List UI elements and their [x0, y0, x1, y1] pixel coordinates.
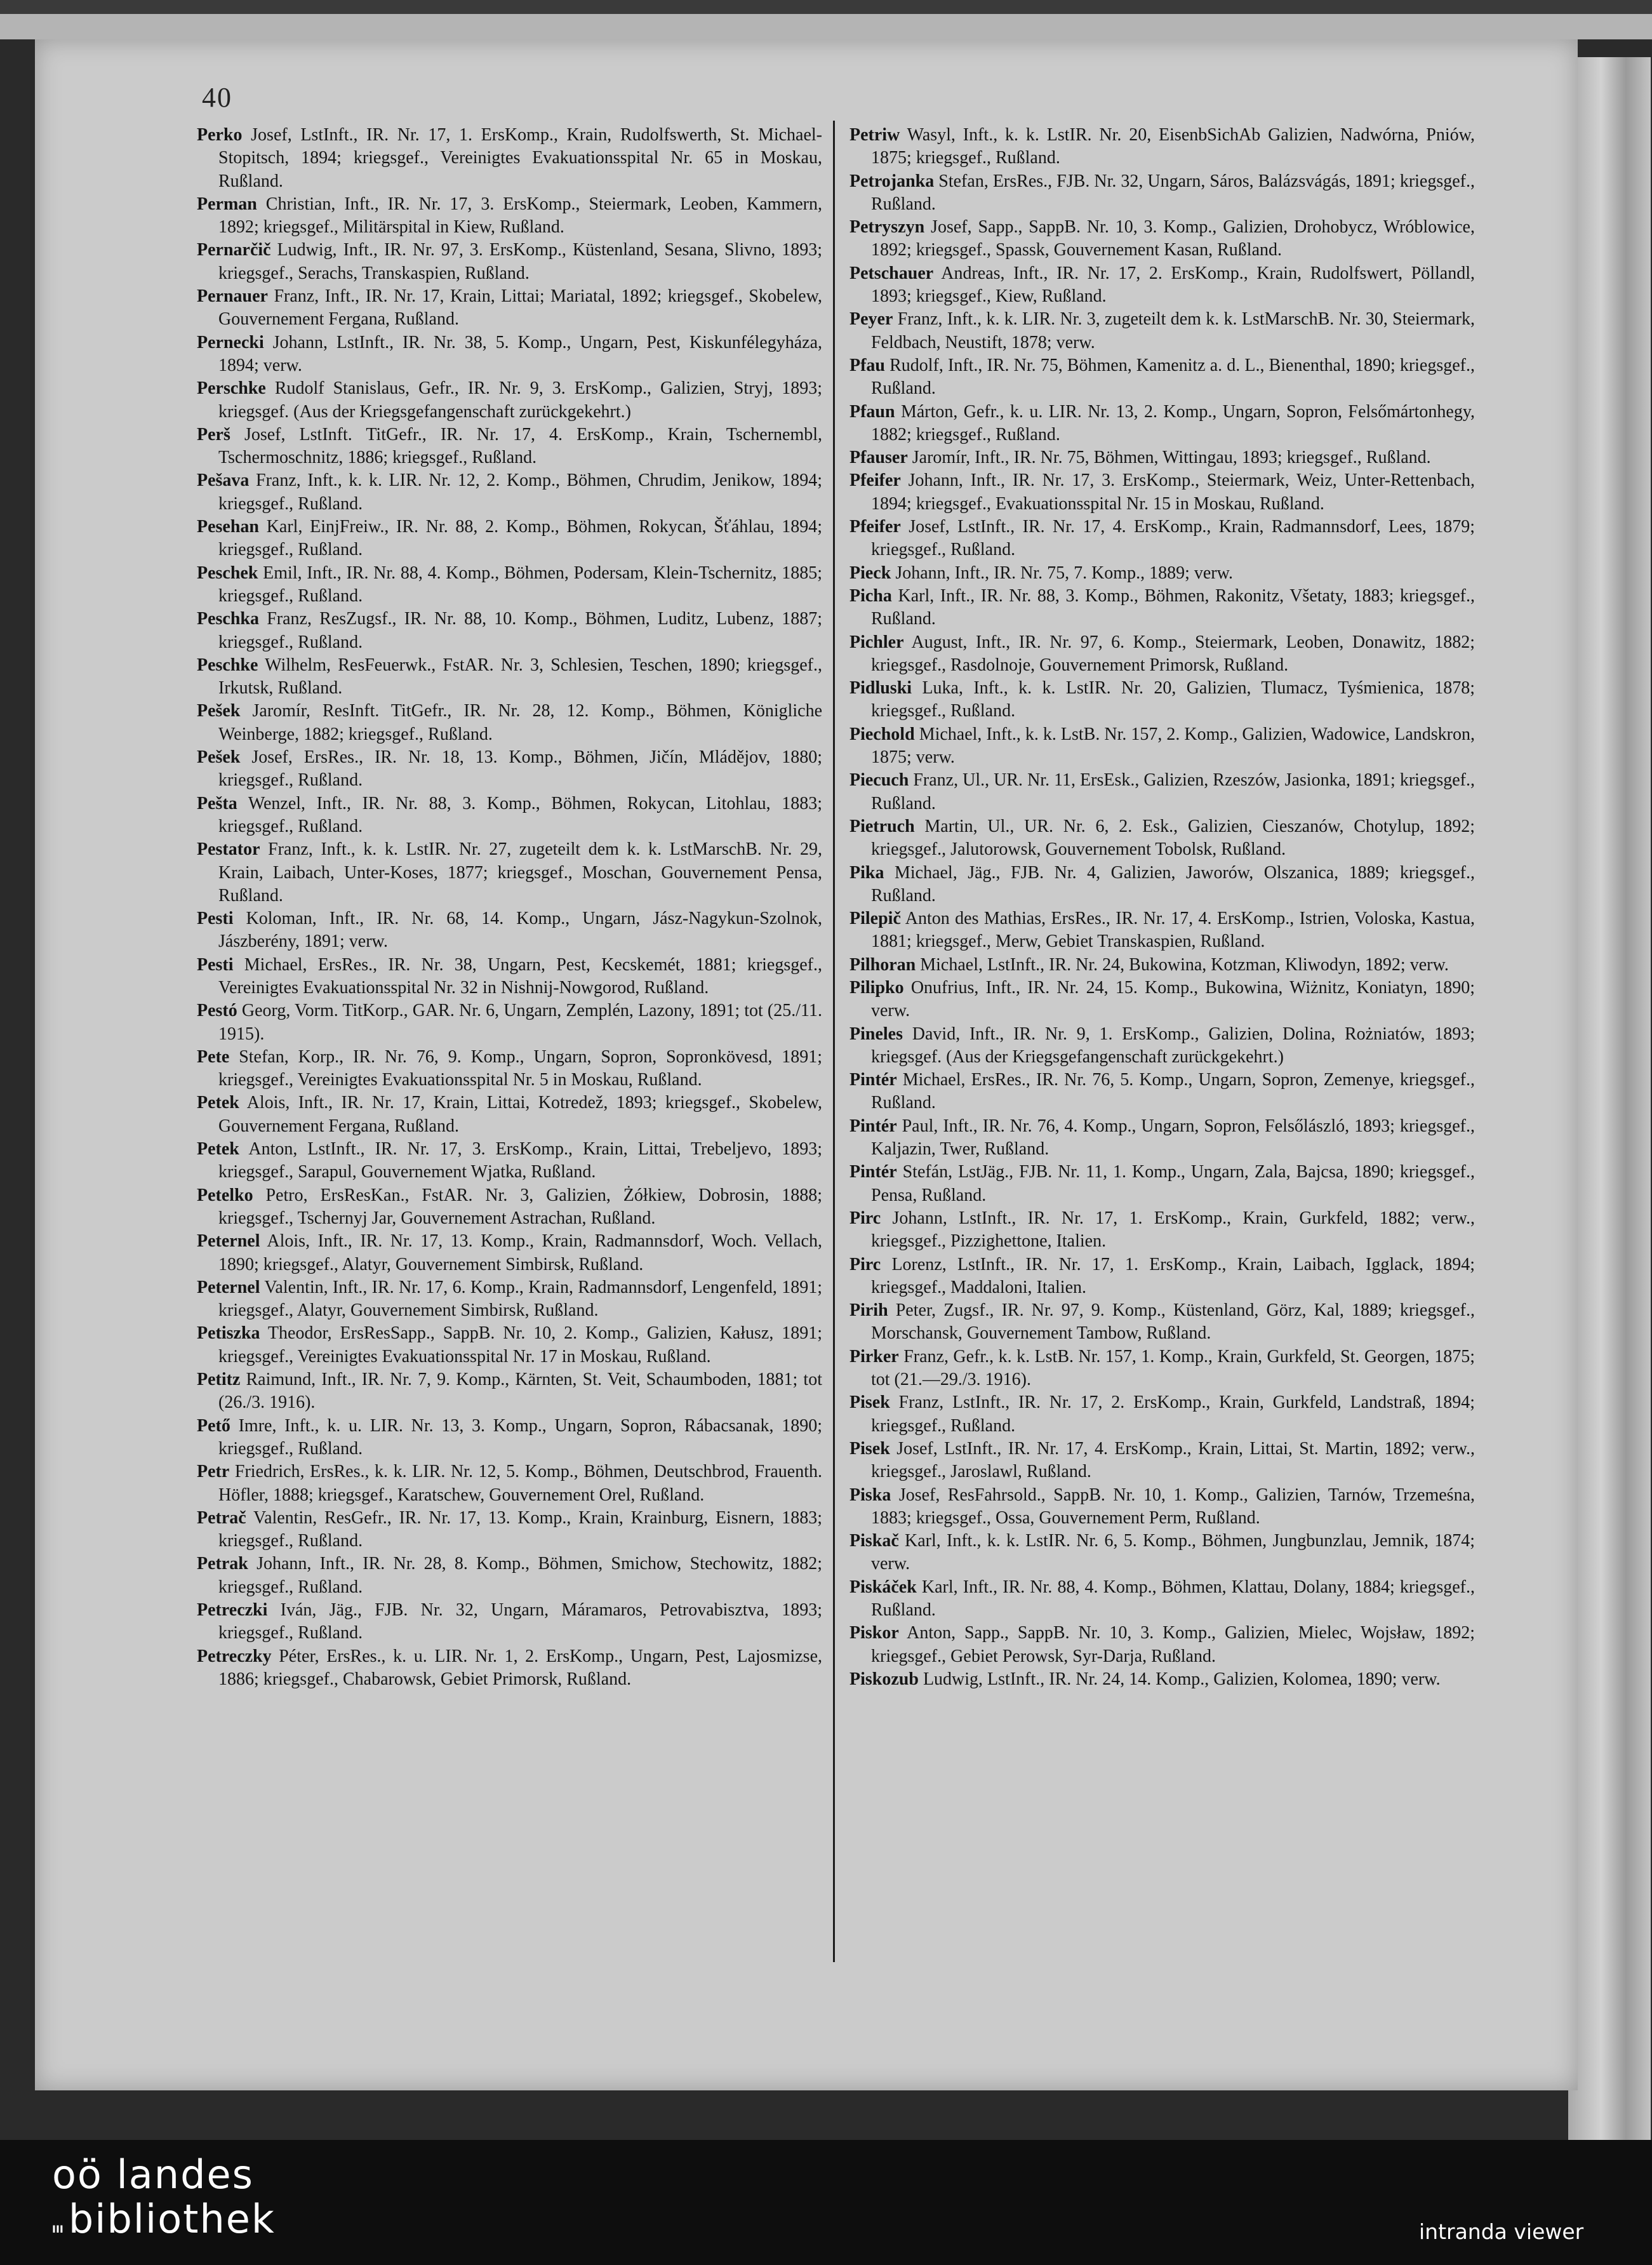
- entry-surname: Piskor: [849, 1623, 899, 1643]
- entry-details: Onufrius, Inft., IR. Nr. 24, 15. Komp., Bukowina, Wiżnitz, Koniatyn, 1890; verw.: [871, 977, 1475, 1021]
- register-entry: [197, 954, 822, 1000]
- entry-surname: Pfeifer: [849, 517, 901, 537]
- entry-details: Franz, ResZugsf., IR. Nr. 88, 10. Komp., Böhmen, Luditz, Lubenz, 1887; kriegsgef., Rußland.: [218, 609, 822, 652]
- register-entry: [849, 354, 1475, 401]
- entry-surname: Pieck: [849, 563, 891, 583]
- entry-surname: Petr: [197, 1462, 230, 1482]
- entry-surname: Peternel: [197, 1277, 260, 1297]
- register-entry: [197, 516, 822, 562]
- register-entry: [197, 907, 822, 954]
- entry-surname: Perschke: [197, 378, 266, 399]
- register-entry: [849, 1391, 1475, 1438]
- register-entry: [849, 562, 1475, 585]
- entry-surname: Pisek: [849, 1393, 890, 1413]
- entry-surname: Piska: [849, 1485, 891, 1505]
- register-entry: [849, 1576, 1475, 1622]
- register-entry: [849, 631, 1475, 678]
- register-entry: [197, 1092, 822, 1138]
- register-entry: [197, 1276, 822, 1323]
- page-edge-strip: [1568, 57, 1651, 2140]
- entry-surname: Pichler: [849, 632, 904, 652]
- entry-details: Martin, Ul., UR. Nr. 6, 2. Esk., Galizien, Cieszanów, Chotylup, 1892; kriegsgef., Jalutorowsk, Gouvernement Tobolsk, Rußland.: [871, 816, 1475, 860]
- register-entry: [849, 1668, 1475, 1691]
- entry-surname: Petiszka: [197, 1323, 260, 1344]
- entry-surname: Pintér: [849, 1070, 897, 1090]
- register-entry: [197, 1184, 822, 1231]
- entry-surname: Piecuch: [849, 770, 909, 791]
- register-entry: [197, 469, 822, 516]
- logo-text: bibliothek: [68, 2196, 276, 2242]
- entry-details: Ludwig, LstInft., IR. Nr. 24, 14. Komp., Galizien, Kolomea, 1890; verw.: [923, 1669, 1441, 1689]
- entry-details: Wilhelm, ResFeuerwk., FstAR. Nr. 3, Schlesien, Teschen, 1890; kriegsgef., Irkutsk, Rußland.: [218, 655, 822, 698]
- register-entry: [849, 954, 1475, 977]
- register-entry: [849, 677, 1475, 723]
- stacked-page-edge-top: [0, 0, 1652, 14]
- entry-details: Karl, Inft., k. k. LstIR. Nr. 6, 5. Komp., Böhmen, Jungbunzlau, Jemnik, 1874; verw.: [871, 1531, 1475, 1574]
- register-entry: [849, 1530, 1475, 1576]
- entry-details: Michael, Jäg., FJB. Nr. 4, Galizien, Jaworów, Olszanica, 1889; kriegsgef., Rußland.: [871, 862, 1475, 905]
- entry-surname: Pesti: [197, 909, 234, 929]
- entry-surname: Pernecki: [197, 332, 264, 352]
- entry-details: Josef, ResFahrsold., SappB. Nr. 10, 1. Komp., Galizien, Tarnów, Trzemeśna, 1883; kriegsgef., Ossa, Gouvernement Perm, Rußland.: [871, 1485, 1475, 1528]
- register-entry: [849, 1622, 1475, 1668]
- register-entry: [849, 1115, 1475, 1161]
- entry-surname: Petek: [197, 1093, 239, 1113]
- entry-details: Raimund, Inft., IR. Nr. 7, 9. Komp., Kärnten, St. Veit, Schaumboden, 1881; tot (26./3. 1916).: [218, 1370, 822, 1413]
- entry-surname: Peschek: [197, 563, 258, 583]
- entry-details: Wasyl, Inft., k. k. LstIR. Nr. 20, EisenbSichAb Galizien, Nadwórna, Pniów, 1875; kriegsgef., Rußland.: [871, 125, 1475, 168]
- register-entry: [849, 1438, 1475, 1484]
- entry-details: Alois, Inft., IR. Nr. 17, Krain, Littai, Kotredež, 1893; kriegsgef., Skobelew, Gouvernement Fergana, Rußland.: [218, 1093, 822, 1136]
- register-entry: [197, 1046, 822, 1092]
- entry-surname: Pintér: [849, 1116, 897, 1136]
- entry-details: Wenzel, Inft., IR. Nr. 88, 3. Komp., Böhmen, Rokycan, Litohlau, 1883; kriegsgef., Rußland.: [218, 793, 822, 836]
- entry-surname: Pešta: [197, 793, 237, 813]
- entry-surname: Pešek: [197, 747, 241, 768]
- register-entry: [197, 608, 822, 654]
- entry-details: Franz, Gefr., k. k. LstB. Nr. 157, 1. Komp., Krain, Gurkfeld, St. Georgen, 1875; tot (21.—29./3. 1916).: [871, 1346, 1475, 1390]
- entry-surname: Pirker: [849, 1346, 899, 1366]
- entry-details: Georg, Vorm. TitKorp., GAR. Nr. 6, Ungarn, Zemplén, Lazony, 1891; tot (25./11. 1915).: [218, 1001, 822, 1044]
- register-entry: [849, 516, 1475, 562]
- register-entry: [849, 769, 1475, 815]
- register-entry: [197, 1599, 822, 1645]
- entry-details: Karl, Inft., IR. Nr. 88, 3. Komp., Böhmen, Rakonitz, Všetaty, 1883; kriegsgef., Rußland.: [871, 585, 1475, 629]
- register-entry: [849, 216, 1475, 262]
- entry-details: Franz, Inft., IR. Nr. 17, Krain, Littai; Mariatal, 1892; kriegsgef., Skobelew, Gouvernement Fergana, Rußland.: [218, 286, 822, 330]
- register-entry: [849, 262, 1475, 309]
- entry-surname: Petryszyn: [849, 217, 925, 237]
- entry-details: Anton, LstInft., IR. Nr. 17, 3. ErsKomp., Krain, Littai, Trebeljevo, 1893; kriegsgef., Sarapul, Gouvernement Wjatka, Rußland.: [218, 1139, 822, 1182]
- entry-surname: Petschauer: [849, 263, 934, 283]
- entry-surname: Pfaun: [849, 401, 895, 422]
- register-entry: [849, 469, 1475, 516]
- entry-details: Stefán, LstJäg., FJB. Nr. 11, 1. Komp., Ungarn, Zala, Bajcsa, 1890; kriegsgef., Pensa, Rußland.: [871, 1162, 1475, 1205]
- register-entry: [197, 1507, 822, 1553]
- entry-surname: Pestó: [197, 1001, 237, 1021]
- register-entry: [849, 815, 1475, 862]
- register-entry: [849, 446, 1475, 469]
- entry-details: Koloman, Inft., IR. Nr. 68, 14. Komp., Ungarn, Jász-Nagykun-Szolnok, Jászberény, 1891; verw.: [218, 909, 822, 952]
- entry-details: Jaromír, ResInft. TitGefr., IR. Nr. 28, 12. Komp., Böhmen, Königliche Weinberge, 1882; kriegsgef., Rußland.: [218, 701, 823, 744]
- entry-details: Karl, Inft., IR. Nr. 88, 4. Komp., Böhmen, Klattau, Dolany, 1884; kriegsgef., Rußland.: [871, 1577, 1475, 1620]
- entry-details: Franz, Inft., k. k. LstIR. Nr. 27, zugeteilt dem k. k. LstMarschB. Nr. 29, Krain, Laibach, Unter-Koses, 1877; kriegsgef., Moschan, Gouvernement Pensa, Rußland.: [218, 839, 823, 905]
- entry-details: Johann, Inft., IR. Nr. 28, 8. Komp., Böhmen, Smichow, Stechowitz, 1882; kriegsgef., Rußland.: [218, 1554, 822, 1597]
- entry-details: Johann, Inft., IR. Nr. 17, 3. ErsKomp., Steiermark, Weiz, Unter-Rettenbach, 1894; kriegsgef., Evakuationsspital Nr. 15 in Moskau, Rußland.: [871, 471, 1475, 514]
- entry-surname: Pintér: [849, 1162, 897, 1182]
- register-entry: [849, 124, 1475, 170]
- register-entry: [197, 654, 822, 700]
- entry-surname: Perko: [197, 125, 243, 145]
- entry-surname: Pető: [197, 1415, 230, 1436]
- entry-surname: Petreczky: [197, 1646, 272, 1666]
- entry-details: Franz, Inft., k. k. LIR. Nr. 3, zugeteilt dem k. k. LstMarschB. Nr. 30, Steiermark, Feldbach, Neustift, 1878; verw.: [871, 309, 1475, 352]
- entry-surname: Petitz: [197, 1370, 241, 1390]
- entry-details: Márton, Gefr., k. u. LIR. Nr. 13, 2. Komp., Ungarn, Sopron, Felsőmártonhegy, 1882; kriegsgef., Rußland.: [871, 401, 1475, 444]
- register-entry: [849, 1023, 1475, 1069]
- entry-details: Anton, Sapp., SappB. Nr. 10, 3. Komp., Galizien, Mielec, Wojsław, 1892; kriegsgef., Gebiet Perowsk, Syr-Darja, Rußland.: [871, 1623, 1475, 1666]
- register-entry: [197, 1230, 822, 1276]
- entry-surname: Peternel: [197, 1231, 260, 1252]
- entry-surname: Pfauser: [849, 448, 908, 468]
- entry-surname: Peschke: [197, 655, 258, 675]
- register-entry: [197, 124, 822, 193]
- entry-details: Johann, LstInft., IR. Nr. 17, 1. ErsKomp., Krain, Gurkfeld, 1882; verw., kriegsgef., Pizzighettone, Italien.: [871, 1208, 1475, 1252]
- entry-details: Josef, LstInft., IR. Nr. 17, 1. ErsKomp., Krain, Rudolfswerth, St. Michael-Stopitsch, 1894; kriegsgef., Vereinigtes Evakuationsspital Nr. 65 in Moskau, Rußland.: [218, 125, 823, 191]
- entry-surname: Petek: [197, 1139, 239, 1159]
- entry-details: David, Inft., IR. Nr. 9, 1. ErsKomp., Galizien, Dolina, Rożniatów, 1893; kriegsgef. (Aus der Kriegsgefangenschaft zurückgekehrt.): [871, 1024, 1475, 1067]
- entry-details: Luka, Inft., k. k. LstIR. Nr. 20, Galizien, Tlumacz, Tyśmienica, 1878; kriegsgef., Rußland.: [871, 678, 1475, 721]
- register-entry: [197, 700, 822, 746]
- entry-details: Josef, LstInft. TitGefr., IR. Nr. 17, 4. ErsKomp., Krain, Tschernembl, Tschermoschnitz, 1886; kriegsgef., Rußland.: [218, 424, 822, 468]
- entry-surname: Pfau: [849, 355, 885, 375]
- register-entry: [197, 424, 822, 470]
- left-column: [197, 124, 822, 1691]
- stacked-page-edge: [0, 14, 1652, 39]
- entry-details: Péter, ErsRes., k. u. LIR. Nr. 1, 2. ErsKomp., Ungarn, Pest, Lajosmizse, 1886; kriegsgef., Chabarowsk, Gebiet Primorsk, Rußland.: [218, 1646, 823, 1689]
- logo-line-1: oö landes: [52, 2151, 254, 2198]
- register-entry: [849, 1161, 1475, 1207]
- entry-surname: Pirc: [849, 1208, 881, 1228]
- entry-details: Lorenz, LstInft., IR. Nr. 17, 1. ErsKomp., Krain, Laibach, Igglack, 1894; kriegsgef., Maddaloni, Italien.: [871, 1254, 1475, 1297]
- entry-details: Rudolf Stanislaus, Gefr., IR. Nr. 9, 3. ErsKomp., Galizien, Stryj, 1893; kriegsgef. (Aus der Kriegsgefangenschaft zurückgekehrt.): [218, 378, 822, 422]
- viewer-brand-label: intranda viewer: [1419, 2219, 1584, 2244]
- entry-surname: Petrak: [197, 1554, 248, 1574]
- entry-surname: Pika: [849, 862, 884, 883]
- entry-details: Anton des Mathias, ErsRes., IR. Nr. 17, 4. ErsKomp., Istrien, Voloska, Kastua, 1881; kriegsgef., Merw, Gebiet Transkaspien, Rußland.: [871, 909, 1475, 952]
- entry-details: Michael, LstInft., IR. Nr. 24, Bukowina, Kotzman, Kliwodyn, 1892; verw.: [920, 954, 1449, 975]
- entry-surname: Pestator: [197, 839, 260, 860]
- entry-surname: Petrojanka: [849, 171, 935, 191]
- entry-details: Johann, LstInft., IR. Nr. 38, 5. Komp., Ungarn, Pest, Kiskunfélegyháza, 1894; verw.: [218, 332, 823, 375]
- register-entry: [197, 239, 822, 285]
- entry-surname: Perš: [197, 424, 230, 444]
- entry-surname: Pineles: [849, 1024, 903, 1044]
- register-entry: [849, 170, 1475, 217]
- entry-details: Imre, Inft., k. u. LIR. Nr. 13, 3. Komp., Ungarn, Sopron, Rábacsanak, 1890; kriegsgef., Rußland.: [218, 1415, 823, 1459]
- register-entry: [197, 999, 822, 1046]
- entry-details: Friedrich, ErsRes., k. k. LIR. Nr. 12, 5. Komp., Böhmen, Deutschbrod, Frauenth. Höfler, 1888; kriegsgef., Karatschew, Gouvernement Orel, Rußland.: [218, 1462, 823, 1505]
- entry-surname: Piskač: [849, 1531, 899, 1551]
- entry-details: August, Inft., IR. Nr. 97, 6. Komp., Steiermark, Leoben, Donawitz, 1882; kriegsgef., Rasdolnoje, Gouvernement Primorsk, Rußland.: [871, 632, 1475, 675]
- entry-surname: Pirih: [849, 1300, 888, 1321]
- entry-surname: Piskáček: [849, 1577, 917, 1597]
- entry-details: Valentin, ResGefr., IR. Nr. 17, 13. Komp., Krain, Krainburg, Eisnern, 1883; kriegsgef., Rußland.: [218, 1507, 822, 1551]
- register-entry: [197, 193, 822, 239]
- entry-details: Michael, ErsRes., IR. Nr. 38, Ungarn, Pest, Kecskemét, 1881; kriegsgef., Vereinigtes Evakuationsspital Nr. 32 in Nishnij-Nowgorod, Rußland.: [218, 954, 823, 998]
- entry-surname: Pete: [197, 1046, 230, 1067]
- entry-details: Franz, Inft., k. k. LIR. Nr. 12, 2. Komp., Böhmen, Chrudim, Jenikow, 1894; kriegsgef., Rußland.: [218, 471, 823, 514]
- entry-surname: Pešava: [197, 471, 250, 491]
- entry-details: Johann, Inft., IR. Nr. 75, 7. Komp., 1889; verw.: [895, 563, 1233, 583]
- entry-details: Peter, Zugsf., IR. Nr. 97, 9. Komp., Küstenland, Görz, Kal, 1889; kriegsgef., Morschansk, Gouvernement Tambow, Rußland.: [871, 1300, 1475, 1344]
- entry-surname: Pesti: [197, 954, 234, 975]
- register-entry: [197, 1322, 822, 1368]
- register-entry: [197, 1138, 822, 1184]
- register-entry: [849, 862, 1475, 908]
- right-column: [849, 124, 1475, 1691]
- entry-details: Stefan, Korp., IR. Nr. 76, 9. Komp., Ungarn, Sopron, Sopronkövesd, 1891; kriegsgef., Vereinigtes Evakuationsspital Nr. 5 in Moskau, Rußland.: [218, 1046, 822, 1090]
- register-entry: [197, 1553, 822, 1599]
- entry-details: Paul, Inft., IR. Nr. 76, 4. Komp., Ungarn, Sopron, Felsőlászló, 1893; kriegsgef., Kaljazin, Twer, Rußland.: [871, 1116, 1475, 1159]
- logo-bars-icon: III: [52, 2223, 63, 2235]
- logo-line-2: [52, 2197, 276, 2242]
- entry-surname: Pilepič: [849, 909, 901, 929]
- register-entry: [849, 401, 1475, 447]
- entry-details: Iván, Jäg., FJB. Nr. 32, Ungarn, Máramaros, Petrovabisztva, 1893; kriegsgef., Rußland.: [218, 1600, 822, 1643]
- entry-details: Franz, LstInft., IR. Nr. 17, 2. ErsKomp., Krain, Gurkfeld, Landstraß, 1894; kriegsgef., Rußland.: [871, 1393, 1475, 1436]
- register-entry: [197, 1415, 822, 1461]
- entry-details: Ludwig, Inft., IR. Nr. 97, 3. ErsKomp., Küstenland, Sesana, Slivno, 1893; kriegsgef., Serachs, Transkaspien, Rußland.: [218, 240, 822, 283]
- register-entry: [197, 792, 822, 839]
- entry-surname: Pilhoran: [849, 954, 916, 975]
- register-entry: [849, 1346, 1475, 1392]
- register-entry: [849, 723, 1475, 770]
- entry-surname: Pešek: [197, 701, 241, 721]
- register-entry: [849, 977, 1475, 1023]
- register-entry: [197, 377, 822, 424]
- column-divider: [833, 121, 835, 1962]
- register-entry: [849, 1207, 1475, 1253]
- entry-surname: Petreczki: [197, 1600, 268, 1620]
- register-entry: [197, 562, 822, 608]
- entry-details: Christian, Inft., IR. Nr. 17, 3. ErsKomp., Steiermark, Leoben, Kammern, 1892; kriegsgef., Militärspital in Kiew, Rußland.: [218, 194, 822, 237]
- register-entry: [849, 1069, 1475, 1115]
- entry-surname: Pietruch: [849, 816, 915, 836]
- entry-details: Rudolf, Inft., IR. Nr. 75, Böhmen, Kamenitz a. d. L., Bienenthal, 1890; kriegsgef., Rußland.: [871, 355, 1475, 399]
- entry-details: Valentin, Inft., IR. Nr. 17, 6. Komp., Krain, Radmannsdorf, Lengenfeld, 1891; kriegsgef., Alatyr, Gouvernement Simbirsk, Rußland.: [218, 1277, 822, 1321]
- library-logo[interactable]: [52, 2153, 276, 2242]
- entry-surname: Piskozub: [849, 1669, 919, 1689]
- entry-surname: Pidluski: [849, 678, 912, 698]
- entry-surname: Piechold: [849, 724, 915, 744]
- register-entry: [197, 1460, 822, 1507]
- entry-surname: Pernarčič: [197, 240, 271, 260]
- register-entry: [849, 585, 1475, 631]
- register-entry: [849, 1253, 1475, 1300]
- entry-details: Josef, Sapp., SappB. Nr. 10, 3. Komp., Galizien, Drohobycz, Wróblowice, 1892; kriegsgef., Spassk, Gouvernement Kasan, Rußland.: [871, 217, 1475, 260]
- register-entry: [197, 285, 822, 331]
- entry-details: Alois, Inft., IR. Nr. 17, 13. Komp., Krain, Radmannsdorf, Woch. Vellach, 1890; kriegsgef., Alatyr, Gouvernement Simbirsk, Rußland.: [218, 1231, 822, 1274]
- entry-surname: Peschka: [197, 609, 259, 629]
- entry-details: Andreas, Inft., IR. Nr. 17, 2. ErsKomp., Krain, Rudolfswert, Pöllandl, 1893; kriegsgef., Kiew, Rußland.: [871, 263, 1475, 307]
- entry-surname: Pisek: [849, 1438, 890, 1459]
- entry-details: Stefan, ErsRes., FJB. Nr. 32, Ungarn, Sáros, Balázsvágás, 1891; kriegsgef., Rußland.: [871, 171, 1475, 214]
- register-entry: [197, 331, 822, 378]
- register-entry: [849, 907, 1475, 954]
- entry-details: Michael, ErsRes., IR. Nr. 76, 5. Komp., Ungarn, Sopron, Zemenye, kriegsgef., Rußland.: [871, 1070, 1475, 1113]
- entry-details: Petro, ErsResKan., FstAR. Nr. 3, Galizien, Żółkiew, Dobrosin, 1888; kriegsgef., Tschernyj Jar, Gouvernement Astrachan, Rußland.: [218, 1185, 823, 1228]
- register-entry: [197, 746, 822, 792]
- entry-details: Josef, LstInft., IR. Nr. 17, 4. ErsKomp., Krain, Littai, St. Martin, 1892; verw., kriegsgef., Jaroslawl, Rußland.: [871, 1438, 1475, 1482]
- entry-surname: Pilipko: [849, 977, 904, 998]
- entry-details: Franz, Ul., UR. Nr. 11, ErsEsk., Galizien, Rzeszów, Jasionka, 1891; kriegsgef., Rußland.: [871, 770, 1475, 813]
- entry-details: Karl, EinjFreiw., IR. Nr. 88, 2. Komp., Böhmen, Rokycan, Šťáhlau, 1894; kriegsgef., Rußland.: [218, 517, 822, 560]
- register-entry: [197, 838, 822, 907]
- entry-surname: Pesehan: [197, 517, 259, 537]
- page-number: 40: [202, 82, 232, 113]
- entry-details: Jaromír, Inft., IR. Nr. 75, Böhmen, Wittingau, 1893; kriegsgef., Rußland.: [912, 448, 1431, 468]
- register-entry: [849, 1299, 1475, 1346]
- register-entry: [197, 1368, 822, 1415]
- entry-surname: Pirc: [849, 1254, 881, 1274]
- entry-surname: Pernauer: [197, 286, 268, 307]
- entry-details: Emil, Inft., IR. Nr. 88, 4. Komp., Böhmen, Podersam, Klein-Tschernitz, 1885; kriegsgef., Rußland.: [218, 563, 823, 606]
- entry-surname: Pfeifer: [849, 471, 901, 491]
- entry-surname: Petelko: [197, 1185, 253, 1205]
- entry-surname: Petrač: [197, 1507, 246, 1528]
- entry-surname: Picha: [849, 585, 892, 606]
- entry-surname: Petriw: [849, 125, 900, 145]
- entry-details: Josef, LstInft., IR. Nr. 17, 4. ErsKomp., Krain, Radmannsdorf, Lees, 1879; kriegsgef., Rußland.: [871, 517, 1475, 560]
- register-entry: [197, 1645, 822, 1692]
- entry-surname: Peyer: [849, 309, 893, 330]
- entry-details: Josef, ErsRes., IR. Nr. 18, 13. Komp., Böhmen, Jičín, Mládějov, 1880; kriegsgef., Rußland.: [218, 747, 823, 791]
- register-entry: [849, 308, 1475, 354]
- register-entry: [849, 1484, 1475, 1530]
- entry-surname: Perman: [197, 194, 257, 214]
- entry-details: Michael, Inft., k. k. LstB. Nr. 157, 2. Komp., Galizien, Wadowice, Landskron, 1875; verw.: [871, 724, 1475, 768]
- entry-details: Theodor, ErsResSapp., SappB. Nr. 10, 2. Komp., Galizien, Kałusz, 1891; kriegsgef., Vereinigtes Evakuationsspital Nr. 17 in Moskau, Rußland.: [218, 1323, 823, 1366]
